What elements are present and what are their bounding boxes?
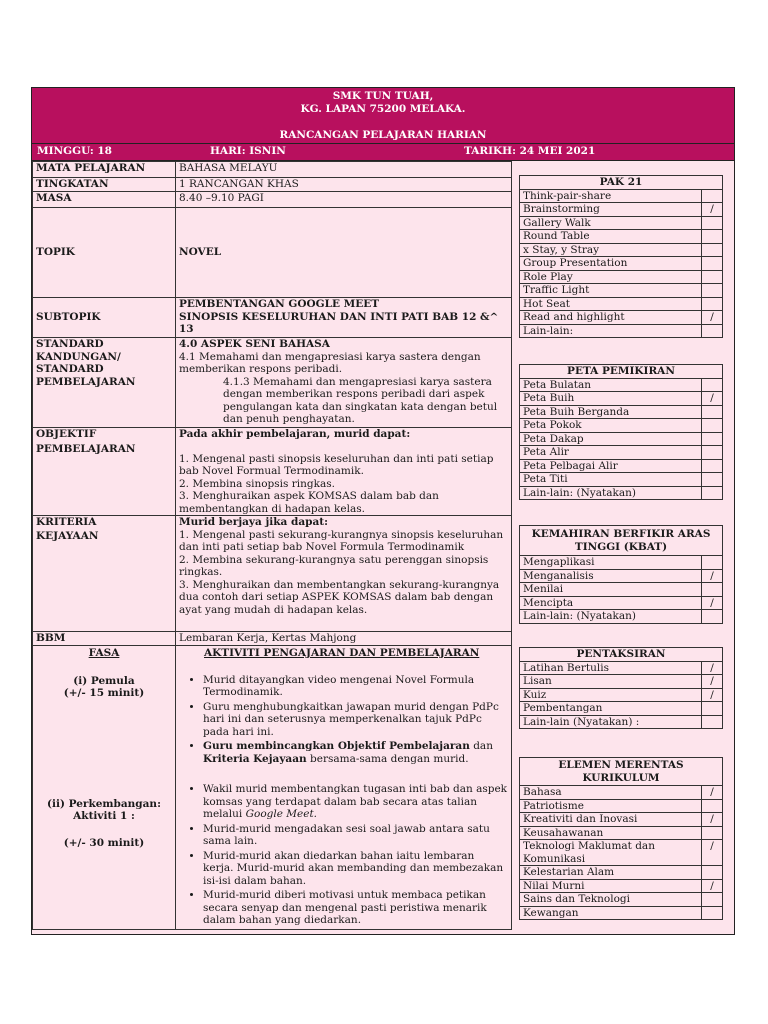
checkbox-mark xyxy=(702,405,723,419)
checkbox-mark: / xyxy=(702,569,723,583)
checklist-label: Kelestarian Alam xyxy=(520,866,702,880)
checkbox-mark xyxy=(702,446,723,460)
checklist-row xyxy=(520,297,723,311)
checkbox-mark xyxy=(702,799,723,813)
checklist-label: Peta Pelbagai Alir xyxy=(520,459,702,473)
checklist-label: Bahasa xyxy=(520,786,702,800)
criteria-intro: Murid berjaya jika dapat: xyxy=(179,516,329,528)
checklist-row xyxy=(520,813,723,827)
checklist-row xyxy=(520,486,723,500)
activity-text: Guru menghubungkaitkan jawapan murid dengan PdPc hari ini dan seterusnya memperkenalkan tajuk PdPc pada hari ini. xyxy=(203,700,499,738)
checklist-label: Keusahawanan xyxy=(520,826,702,840)
checklist-label: Menganalisis xyxy=(520,569,702,583)
list-item: • Murid-murid diberi motivasi untuk membaca petikan secara senyap dan mengenal pasti peristiwa menarik dalam bahan yang diedarkan. xyxy=(203,889,508,927)
checklist-row xyxy=(520,596,723,610)
standard-heading: 4.0 ASPEK SENI BAHASA xyxy=(179,338,330,350)
kbat-title: KEMAHIRAN BERFIKIR ARAS TINGGI (KBAT) xyxy=(520,526,723,556)
checkbox-mark: / xyxy=(702,203,723,217)
checklist-row xyxy=(520,392,723,406)
checklist-label: Mengaplikasi xyxy=(520,556,702,570)
checklist-label: Teknologi Maklumat dan Komunikasi xyxy=(520,840,702,866)
checkbox-mark xyxy=(702,216,723,230)
checklist-row xyxy=(520,799,723,813)
checkbox-mark: / xyxy=(702,311,723,325)
table-row xyxy=(33,516,512,632)
checkbox-mark: / xyxy=(702,813,723,827)
checklist-label: Lisan xyxy=(520,675,702,689)
checklist-row xyxy=(520,284,723,298)
table-row xyxy=(520,365,723,379)
checklist-label: Round Table xyxy=(520,230,702,244)
checklist-row xyxy=(520,906,723,920)
phase-pemula-time: (+/- 15 minit) xyxy=(63,687,145,699)
checklist-label: Lain-lain: (Nyatakan) xyxy=(520,486,702,500)
objective-value xyxy=(176,428,512,516)
pentaksiran-table xyxy=(519,647,723,729)
checklist-label: Kewangan xyxy=(520,906,702,920)
checkbox-mark: / xyxy=(702,786,723,800)
checkbox-mark xyxy=(702,906,723,920)
checklist-row xyxy=(520,189,723,203)
checklist-label: Patriotisme xyxy=(520,799,702,813)
subject-value: BAHASA MELAYU xyxy=(176,162,512,178)
table-row xyxy=(33,646,512,930)
checklist-row xyxy=(520,786,723,800)
peta-title: PETA PEMIKIRAN xyxy=(520,365,723,379)
standard-kandungan: 4.1 Memahami dan mengapresiasi karya sastera dengan memberikan respons peribadi. xyxy=(179,350,481,375)
criteria-value xyxy=(176,516,512,632)
checkbox-mark xyxy=(702,556,723,570)
checklist-row xyxy=(520,324,723,338)
lesson-details-table xyxy=(32,161,512,930)
phase-pemula: (i) Pemula xyxy=(73,674,135,687)
phase-column xyxy=(33,646,176,930)
checklist-row xyxy=(520,311,723,325)
checklist-label: Brainstorming xyxy=(520,203,702,217)
checklist-row xyxy=(520,661,723,675)
checkbox-mark xyxy=(702,866,723,880)
checklist-row xyxy=(520,840,723,866)
checklist-row xyxy=(520,432,723,446)
subject-label: MATA PELAJARAN xyxy=(33,162,176,178)
subtopic-line2: SINOPSIS KESELURUHAN DAN INTI PATI BAB 12 &^ 13 xyxy=(179,310,499,335)
checklist-row xyxy=(520,216,723,230)
checklist-label: Mencipta xyxy=(520,596,702,610)
time-value: 8.40 –9.10 PAGI xyxy=(176,192,512,208)
checklist-row xyxy=(520,270,723,284)
checklist-label: Peta Alir xyxy=(520,446,702,460)
checklist-row xyxy=(520,893,723,907)
checklist-row xyxy=(520,715,723,729)
checklist-row xyxy=(520,675,723,689)
list-item xyxy=(203,701,508,739)
checkbox-mark xyxy=(702,893,723,907)
checklist-label: Kreativiti dan Inovasi xyxy=(520,813,702,827)
checklist-row xyxy=(520,419,723,433)
phase-perkembangan: (ii) Perkembangan: xyxy=(47,797,161,810)
checkbox-mark: / xyxy=(702,688,723,702)
kbat-table xyxy=(519,525,723,624)
objective-item-2: 2. Membina sinopsis ringkas. xyxy=(179,477,335,490)
list-item: • Murid ditayangkan video mengenai Novel Formula Termodinamik. xyxy=(203,674,508,699)
checkbox-mark xyxy=(702,189,723,203)
criteria-label xyxy=(33,516,176,632)
criteria-item-2: 2. Membina sekurang-kurangnya satu perenggan sinopsis ringkas. xyxy=(179,553,489,578)
checklist-label: Think-pair-share xyxy=(520,189,702,203)
subtopic-value xyxy=(176,298,512,338)
emk-table xyxy=(519,757,723,920)
standard-pembelajaran: 4.1.3 Memahami dan mengapresiasi karya sastera dengan memberikan respons peribadi dari aspek pengulangan kata dan singkatan kata dengan betul dan penuh penghayatan. xyxy=(223,375,498,425)
criteria-label-line1: KRITERIA xyxy=(36,516,97,528)
pak21-title: PAK 21 xyxy=(520,176,723,190)
table-row xyxy=(520,648,723,662)
standard-label xyxy=(33,338,176,428)
checklist-label: Lain-lain: xyxy=(520,324,702,338)
checklist-row xyxy=(520,866,723,880)
form-label: TINGKATAN xyxy=(33,178,176,192)
checklist-label: Pembentangan xyxy=(520,702,702,716)
checkbox-mark: / xyxy=(702,840,723,866)
checkbox-mark xyxy=(702,270,723,284)
checklist-label: Hot Seat xyxy=(520,297,702,311)
table-row xyxy=(520,176,723,190)
phase-heading: FASA xyxy=(88,647,120,659)
week-label: MINGGU: 18 xyxy=(37,145,112,157)
checklist-row xyxy=(520,879,723,893)
checklist-label: Peta Buih xyxy=(520,392,702,406)
pentaksiran-title: PENTAKSIRAN xyxy=(520,648,723,662)
checkbox-mark xyxy=(702,257,723,271)
form-value: 1 RANCANGAN KHAS xyxy=(176,178,512,192)
objective-label xyxy=(33,428,176,516)
checklist-label: Peta Titi xyxy=(520,473,702,487)
checklist-row xyxy=(520,583,723,597)
date-bar xyxy=(32,144,734,161)
activities-heading: AKTIVITI PENGAJARAN DAN PEMBELAJARAN xyxy=(204,647,480,659)
subtopic-label: SUBTOPIK xyxy=(33,298,176,338)
peta-pemikiran-table xyxy=(519,364,723,500)
checkbox-mark xyxy=(702,583,723,597)
list-item: • Murid-murid akan diedarkan bahan iaitu lembaran kerja. Murid-murid akan membanding dan membezakan isi-isi dalam bahan. xyxy=(203,850,508,888)
checklist-label: Lain-lain (Nyatakan) : xyxy=(520,715,702,729)
document-title: RANCANGAN PELAJARAN HARIAN xyxy=(279,129,487,141)
checklist-label: Sains dan Teknologi xyxy=(520,893,702,907)
criteria-item-3: 3. Menghuraikan dan membentangkan sekurang-kurangnya dua contoh dari setiap ASPEK KOMSAS dalam bab dengan ayat yang mudah di hadapan kelas. xyxy=(179,578,500,616)
table-row xyxy=(33,208,512,298)
checklist-label: Peta Bulatan xyxy=(520,378,702,392)
standard-label-line2: STANDARD PEMBELAJARAN xyxy=(36,363,136,388)
school-name: SMK TUN TUAH, xyxy=(332,90,434,102)
lesson-plan-page xyxy=(31,87,735,935)
checkbox-mark xyxy=(702,243,723,257)
checkbox-mark: / xyxy=(702,392,723,406)
subtopic-line1: PEMBENTANGAN GOOGLE MEET xyxy=(179,298,380,310)
table-row xyxy=(33,162,512,178)
checklist-label: Group Presentation xyxy=(520,257,702,271)
table-row xyxy=(33,428,512,516)
checklist-label: Traffic Light xyxy=(520,284,702,298)
checklist-row xyxy=(520,243,723,257)
checklist-label: Peta Dakap xyxy=(520,432,702,446)
checklist-label: Nilai Murni xyxy=(520,879,702,893)
checklist-label: Peta Buih Berganda xyxy=(520,405,702,419)
checklist-row xyxy=(520,702,723,716)
checklist-row xyxy=(520,378,723,392)
emk-title: ELEMEN MERENTAS KURIKULUM xyxy=(520,758,723,786)
checkbox-mark xyxy=(702,230,723,244)
table-row xyxy=(33,178,512,192)
day-label: HARI: ISNIN xyxy=(210,145,286,157)
bbm-label: BBM xyxy=(33,632,176,646)
table-row xyxy=(33,338,512,428)
checklist-row xyxy=(520,826,723,840)
checklist-row xyxy=(520,405,723,419)
checklist-label: Read and highlight xyxy=(520,311,702,325)
checkbox-mark xyxy=(702,486,723,500)
activity-bold-text: Kriteria Kejayaan xyxy=(203,752,307,765)
checklist-label: Latihan Bertulis xyxy=(520,661,702,675)
checkbox-mark xyxy=(702,284,723,298)
checkbox-mark: / xyxy=(702,661,723,675)
phase-activity-1: Aktiviti 1 : xyxy=(73,810,135,822)
objective-item-3: 3. Menghuraikan aspek KOMSAS dalam bab dan membentangkan di hadapan kelas. xyxy=(179,490,439,515)
topic-value: NOVEL xyxy=(176,208,512,298)
objective-intro: Pada akhir pembelajaran, murid dapat: xyxy=(179,428,411,440)
checkbox-mark xyxy=(702,459,723,473)
activities-column xyxy=(176,646,512,930)
activities-list xyxy=(179,674,508,927)
time-label: MASA xyxy=(33,192,176,208)
objective-label-line2: PEMBELAJARAN xyxy=(36,442,136,455)
criteria-label-line2: KEJAYAAN xyxy=(36,529,99,542)
school-address: KG. LAPAN 75200 MELAKA. xyxy=(300,103,466,115)
activity-text: Wakil murid membentangkan tugasan inti bab dan aspek komsas yang terdapat dalam bab secara atas talian melalui xyxy=(203,783,508,820)
list-item xyxy=(203,740,508,765)
checklist-label: Kuiz xyxy=(520,688,702,702)
bbm-value: Lembaran Kerja, Kertas Mahjong xyxy=(176,632,512,646)
list-item: • Murid-murid mengadakan sesi soal jawab antara satu sama lain. xyxy=(203,823,508,848)
list-item xyxy=(203,783,508,821)
objective-item-1: 1. Mengenal pasti sinopsis keseluruhan dan inti pati setiap bab Novel Formual Termodinamik. xyxy=(179,452,494,477)
checklist-row xyxy=(520,446,723,460)
activity-text: dan xyxy=(469,740,493,752)
checklist-row xyxy=(520,459,723,473)
checklist-label: Peta Pokok xyxy=(520,419,702,433)
table-row xyxy=(33,632,512,646)
checklist-row xyxy=(520,569,723,583)
activity-bold-text: Guru membincangkan Objektif Pembelajaran xyxy=(203,740,470,752)
checklist-label: Role Play xyxy=(520,270,702,284)
table-row xyxy=(520,526,723,556)
checkbox-mark xyxy=(702,715,723,729)
checkbox-mark xyxy=(702,419,723,433)
checkbox-mark xyxy=(702,702,723,716)
checkbox-mark xyxy=(702,324,723,338)
checklist-row xyxy=(520,688,723,702)
topic-label: TOPIK xyxy=(33,208,176,298)
activity-italic-text: Google Meet. xyxy=(245,808,318,820)
table-row xyxy=(520,758,723,786)
checklist-row xyxy=(520,473,723,487)
checkbox-mark xyxy=(702,297,723,311)
checklist-label: Menilai xyxy=(520,583,702,597)
checklist-label: x Stay, y Stray xyxy=(520,243,702,257)
activity-text: bersama-sama dengan murid. xyxy=(306,752,469,765)
checkbox-mark: / xyxy=(702,596,723,610)
checkbox-mark: / xyxy=(702,879,723,893)
checklist-row xyxy=(520,610,723,624)
table-row xyxy=(33,298,512,338)
phase-perkembangan-time: (+/- 30 minit) xyxy=(63,836,145,849)
checklist-row xyxy=(520,556,723,570)
checkbox-mark xyxy=(702,432,723,446)
standard-label-line1: STANDARD KANDUNGAN/ xyxy=(36,338,121,363)
checklist-label: Lain-lain: (Nyatakan) xyxy=(520,610,702,624)
checklist-row xyxy=(520,230,723,244)
document-header xyxy=(32,88,734,144)
checkbox-mark xyxy=(702,473,723,487)
checkbox-mark xyxy=(702,826,723,840)
date-label: TARIKH: 24 MEI 2021 xyxy=(464,145,596,157)
criteria-item-1: 1. Mengenal pasti sekurang-kurangnya sinopsis keseluruhan dan inti pati setiap bab Novel Formula Termodinamik xyxy=(179,528,504,553)
checkbox-mark xyxy=(702,610,723,624)
checkbox-mark: / xyxy=(702,675,723,689)
table-row xyxy=(33,192,512,208)
checkbox-mark xyxy=(702,378,723,392)
objective-label-line1: OBJEKTIF xyxy=(36,428,97,440)
checklist-label: Gallery Walk xyxy=(520,216,702,230)
checklist-row xyxy=(520,203,723,217)
pak21-table xyxy=(519,175,723,338)
checklist-row xyxy=(520,257,723,271)
standard-value xyxy=(176,338,512,428)
